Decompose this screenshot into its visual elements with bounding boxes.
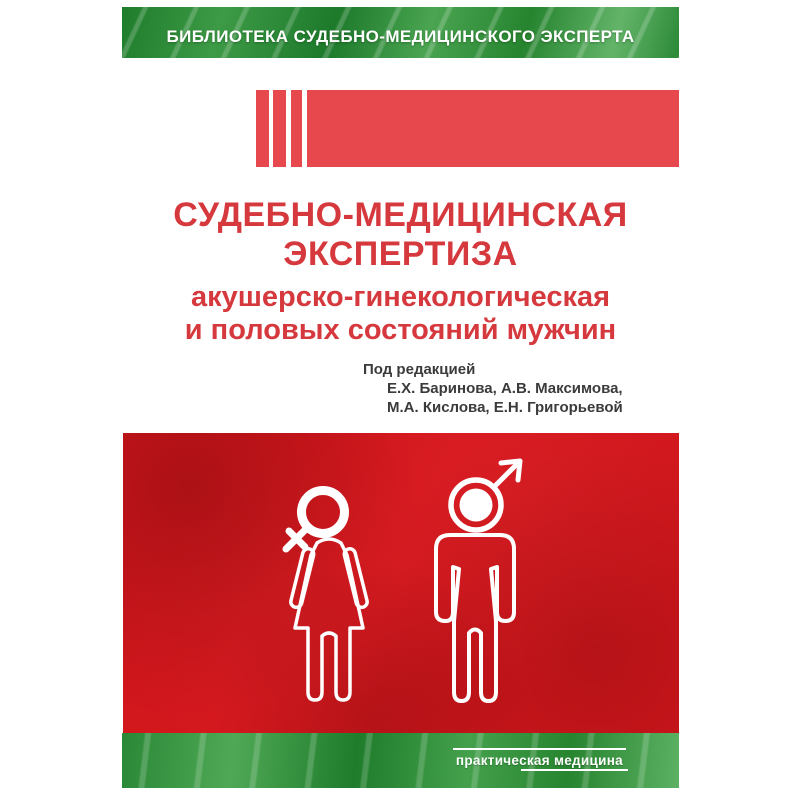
- male-figure-icon: [436, 461, 520, 701]
- publisher-band: [122, 733, 679, 788]
- title-line-1: СУДЕБНО-МЕДИЦИНСКАЯ: [173, 196, 628, 234]
- subtitle-line-2: и половых состояний мужчин: [184, 314, 617, 346]
- series-banner: [122, 7, 679, 58]
- red-stripe-3: [291, 90, 302, 167]
- gender-figures-illustration: [123, 433, 679, 733]
- cover-illustration-panel: [123, 433, 679, 733]
- female-figure-icon: [286, 491, 368, 701]
- editors-line-1: Е.Х. Баринова, А.В. Максимова,: [387, 380, 623, 397]
- editors-line-2: М.А. Кислова, Е.Н. Григорьевой: [387, 399, 623, 416]
- red-stripe-1: [256, 90, 269, 167]
- subtitle-line-1: акушерско-гинекологическая: [190, 281, 611, 313]
- publisher-logo: практическая медицина: [453, 748, 626, 771]
- red-stripe-2: [273, 90, 286, 167]
- title-line-2: ЭКСПЕРТИЗА: [283, 235, 518, 273]
- red-rectangle: [307, 90, 679, 167]
- series-banner-text: БИБЛИОТЕКА СУДЕБНО-МЕДИЦИНСКОГО ЭКСПЕРТА: [166, 27, 635, 46]
- book-cover: [122, 0, 679, 800]
- editors-block: [363, 360, 623, 417]
- book-title: [122, 196, 679, 347]
- editors-intro: Под редакцией: [363, 361, 476, 378]
